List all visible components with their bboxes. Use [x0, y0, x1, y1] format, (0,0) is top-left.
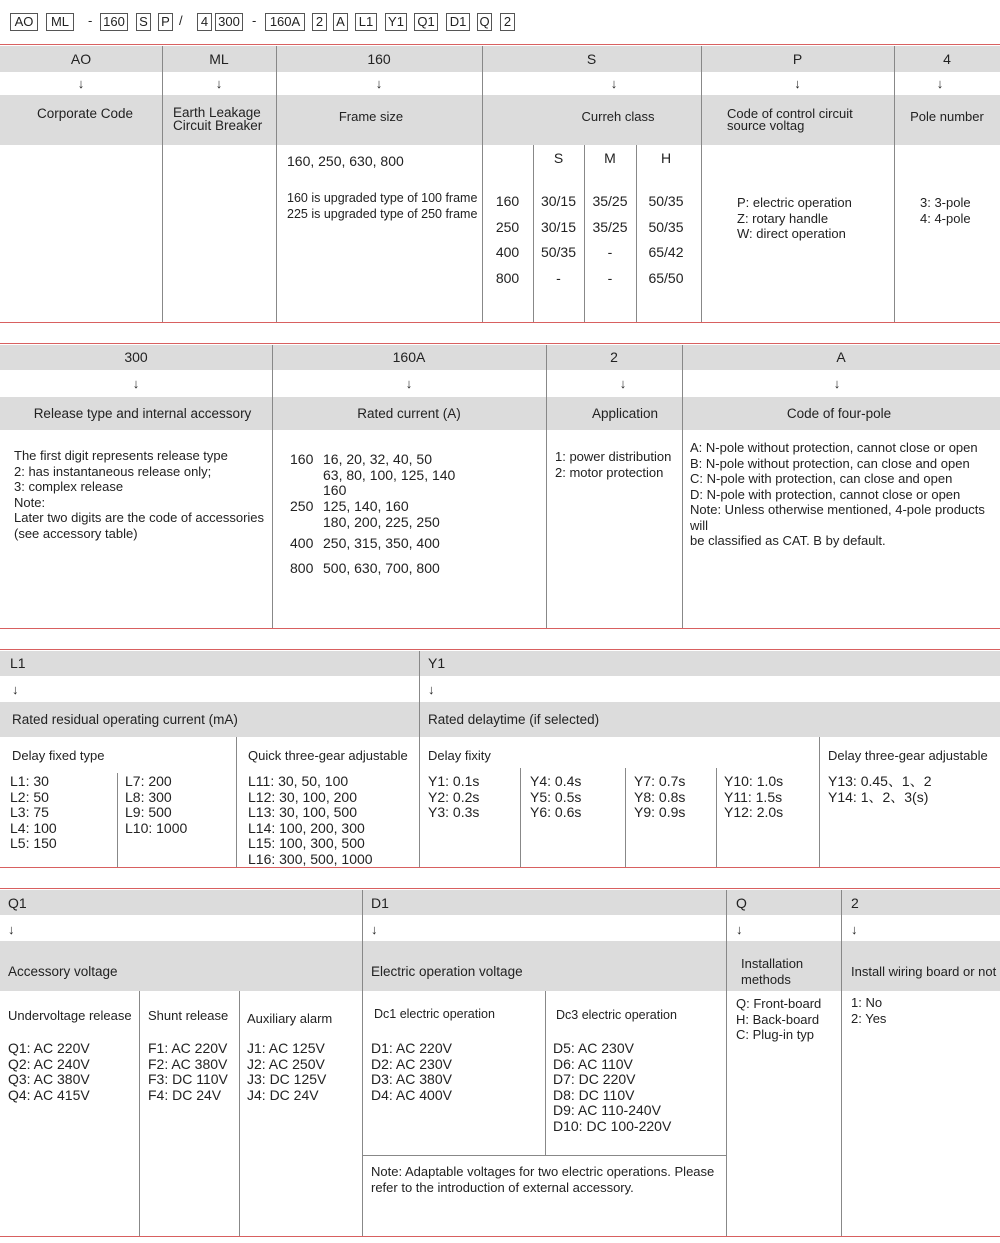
column-code: 2	[851, 895, 859, 911]
field-label: Pole number	[910, 109, 984, 124]
divider	[0, 343, 1000, 344]
current-values: 125, 140, 160 180, 200, 225, 250	[323, 498, 440, 530]
dc3-options: D5: AC 230V D6: AC 110V D7: DC 220V D8: DC 110V D9: AC 110-240V D10: DC 100-220V	[553, 1040, 672, 1134]
code-box: 2	[312, 13, 327, 31]
arrow-icon: ↓	[8, 922, 15, 937]
code-box: P	[158, 13, 173, 31]
sub-header: Delay fixity	[428, 748, 491, 763]
arrow-icon: ↓	[132, 376, 140, 391]
column-code: Y1	[428, 655, 446, 671]
undervoltage-options: Q1: AC 220V Q2: AC 240V Q3: AC 380V Q4: AC 415V	[8, 1040, 90, 1103]
code-box: ML	[46, 13, 74, 31]
field-label: Rated delaytime (if selected)	[428, 712, 600, 727]
field-label: Frame size	[338, 109, 404, 124]
control-voltage-options: P: electric operation Z: rotary handle W: direct operation	[737, 195, 852, 241]
delay-options: Y1: 0.1s Y2: 0.2s Y3: 0.3s	[428, 773, 480, 820]
column-code: 300	[124, 349, 148, 365]
arrow-icon: ↓	[610, 76, 618, 91]
pole-options: 3: 3-pole 4: 4-pole	[920, 195, 971, 226]
column-code: ML	[209, 51, 229, 67]
field-label: Application	[591, 406, 659, 421]
field-label: Earth Leakage Circuit Breaker	[173, 105, 263, 133]
divider	[0, 628, 1000, 629]
code-box: Q1	[414, 13, 438, 31]
code-box: 160A	[265, 13, 305, 31]
column-code: A	[836, 349, 846, 365]
field-label: Corporate Code	[36, 106, 134, 121]
sub-header: Quick three-gear adjustable	[248, 748, 408, 763]
arrow-icon: ↓	[619, 376, 627, 391]
header-band	[0, 890, 1000, 915]
code-box: A	[333, 13, 348, 31]
sub-header: Delay fixed type	[12, 748, 105, 763]
code-separator: /	[179, 13, 183, 28]
code-box: 300	[215, 13, 243, 31]
column-code: 160	[367, 51, 391, 67]
divider	[0, 44, 1000, 45]
column-code: P	[792, 51, 803, 67]
column-code: D1	[371, 895, 389, 911]
current-frame: 800	[290, 560, 314, 576]
code-box: Q	[477, 13, 492, 31]
code-box: 160	[100, 13, 128, 31]
residual-options: L1: 30 L2: 50 L3: 75 L4: 100 L5: 150	[10, 773, 57, 851]
code-separator: -	[88, 13, 93, 28]
field-label: Electric operation voltage	[371, 964, 523, 979]
arrow-icon: ↓	[215, 76, 223, 91]
field-label: Code of control circuit source voltag	[727, 106, 853, 133]
code-box: Y1	[385, 13, 407, 31]
class-header: M	[604, 150, 616, 166]
column-code: 2	[610, 349, 618, 365]
code-box: 2	[500, 13, 515, 31]
arrow-icon: ↓	[833, 376, 841, 391]
field-label: Curreh class	[581, 109, 655, 124]
current-values: 250, 315, 350, 400	[323, 535, 440, 551]
arrow-icon: ↓	[371, 922, 378, 937]
current-frame: 160	[290, 451, 314, 467]
delay-adjustable-options: Y13: 0.45、1、2 Y14: 1、2、3(s)	[828, 773, 932, 805]
arrow-icon: ↓	[936, 76, 944, 91]
residual-options: L7: 200 L8: 300 L9: 500 L10: 1000	[125, 773, 188, 836]
code-box: D1	[446, 13, 470, 31]
code-box: S	[136, 13, 151, 31]
current-frame: 400	[290, 535, 314, 551]
arrow-icon: ↓	[375, 76, 383, 91]
code-box: L1	[355, 13, 377, 31]
column-code: AO	[70, 51, 92, 67]
dc1-options: D1: AC 220V D2: AC 230V D3: AC 380V D4: AC 400V	[371, 1040, 452, 1103]
column-code: S	[586, 51, 597, 67]
arrow-icon: ↓	[12, 682, 19, 697]
arrow-icon: ↓	[428, 682, 435, 697]
install-options: Q: Front-board H: Back-board C: Plug-in typ	[736, 996, 822, 1042]
divider	[0, 867, 1000, 868]
arrow-icon: ↓	[851, 922, 858, 937]
field-label: Release type and internal accessory	[33, 406, 252, 421]
code-box: 4	[197, 13, 212, 31]
class-header: H	[660, 150, 672, 166]
four-pole-options: A: N-pole without protection, cannot close or open B: N-pole without protection, can close and open C: N-pole with protection, can close and open D: N-pole with protection, cannot close or open Note: Unless otherwise mentioned, 4-pole products will be classified as CAT. B by default.	[690, 440, 985, 548]
current-frame: 250	[290, 498, 314, 514]
delay-options: Y10: 1.0s Y11: 1.5s Y12: 2.0s	[724, 773, 784, 820]
column-code: Q1	[8, 895, 27, 911]
code-box: AO	[10, 13, 38, 31]
board-options: 1: No 2: Yes	[851, 995, 887, 1026]
class-header: S	[553, 150, 564, 166]
frame-values: 160, 250, 630, 800	[287, 153, 404, 169]
column-code: L1	[10, 655, 26, 671]
field-label: Rated current (A)	[357, 406, 461, 421]
adjustable-options: L11: 30, 50, 100 L12: 30, 100, 200 L13: 30, 100, 500 L14: 100, 200, 300 L15: 100, 300, 500 L16: 300, 500, 1000	[248, 773, 373, 867]
divider	[0, 649, 1000, 650]
sub-header: Delay three-gear adjustable	[828, 748, 988, 763]
field-label: Code of four-pole	[786, 406, 892, 421]
current-values: 500, 630, 700, 800	[323, 560, 440, 576]
divider	[0, 888, 1000, 889]
release-description: The first digit represents release type 2: has instantaneous release only; 3: complex release Note: Later two digits are the code of accessories (see accessory table)	[14, 448, 265, 541]
column-code: 4	[943, 51, 951, 67]
shunt-options: F1: AC 220V F2: AC 380V F3: DC 110V F4: DC 24V	[148, 1040, 228, 1103]
frame-note: 160 is upgraded type of 100 frame 225 is upgraded type of 250 frame	[287, 191, 478, 221]
application-options: 1: power distribution 2: motor protection	[555, 449, 672, 480]
arrow-icon: ↓	[405, 376, 413, 391]
field-label: Installation methods	[741, 956, 804, 987]
divider	[0, 1236, 1000, 1237]
column-code: 160A	[392, 349, 426, 365]
delay-options: Y4: 0.4s Y5: 0.5s Y6: 0.6s	[530, 773, 582, 820]
column-code: Q	[736, 895, 747, 911]
divider	[0, 322, 1000, 323]
sub-header: Undervoltage release	[8, 1008, 132, 1023]
arrow-icon: ↓	[736, 922, 743, 937]
sub-header: Dc1 electric operation	[374, 1007, 495, 1021]
voltage-note: Note: Adaptable voltages for two electric operations. Please refer to the introduction of external accessory.	[371, 1164, 715, 1195]
sub-header: Shunt release	[148, 1008, 229, 1023]
delay-options: Y7: 0.7s Y8: 0.8s Y9: 0.9s	[634, 773, 686, 820]
code-separator: -	[252, 13, 257, 28]
sub-header: Auxiliary alarm	[247, 1011, 333, 1026]
sub-header: Dc3 electric operation	[556, 1008, 677, 1022]
alarm-options: J1: AC 125V J2: AC 250V J3: DC 125V J4: DC 24V	[247, 1040, 327, 1103]
field-label: Accessory voltage	[8, 964, 118, 979]
field-label: Install wiring board or not	[851, 964, 997, 979]
header-band	[0, 651, 1000, 676]
current-values: 16, 20, 32, 40, 50 63, 80, 100, 125, 140 160	[323, 451, 456, 498]
arrow-icon: ↓	[77, 76, 85, 91]
field-label: Rated residual operating current (mA)	[12, 712, 238, 727]
arrow-icon: ↓	[794, 76, 801, 91]
